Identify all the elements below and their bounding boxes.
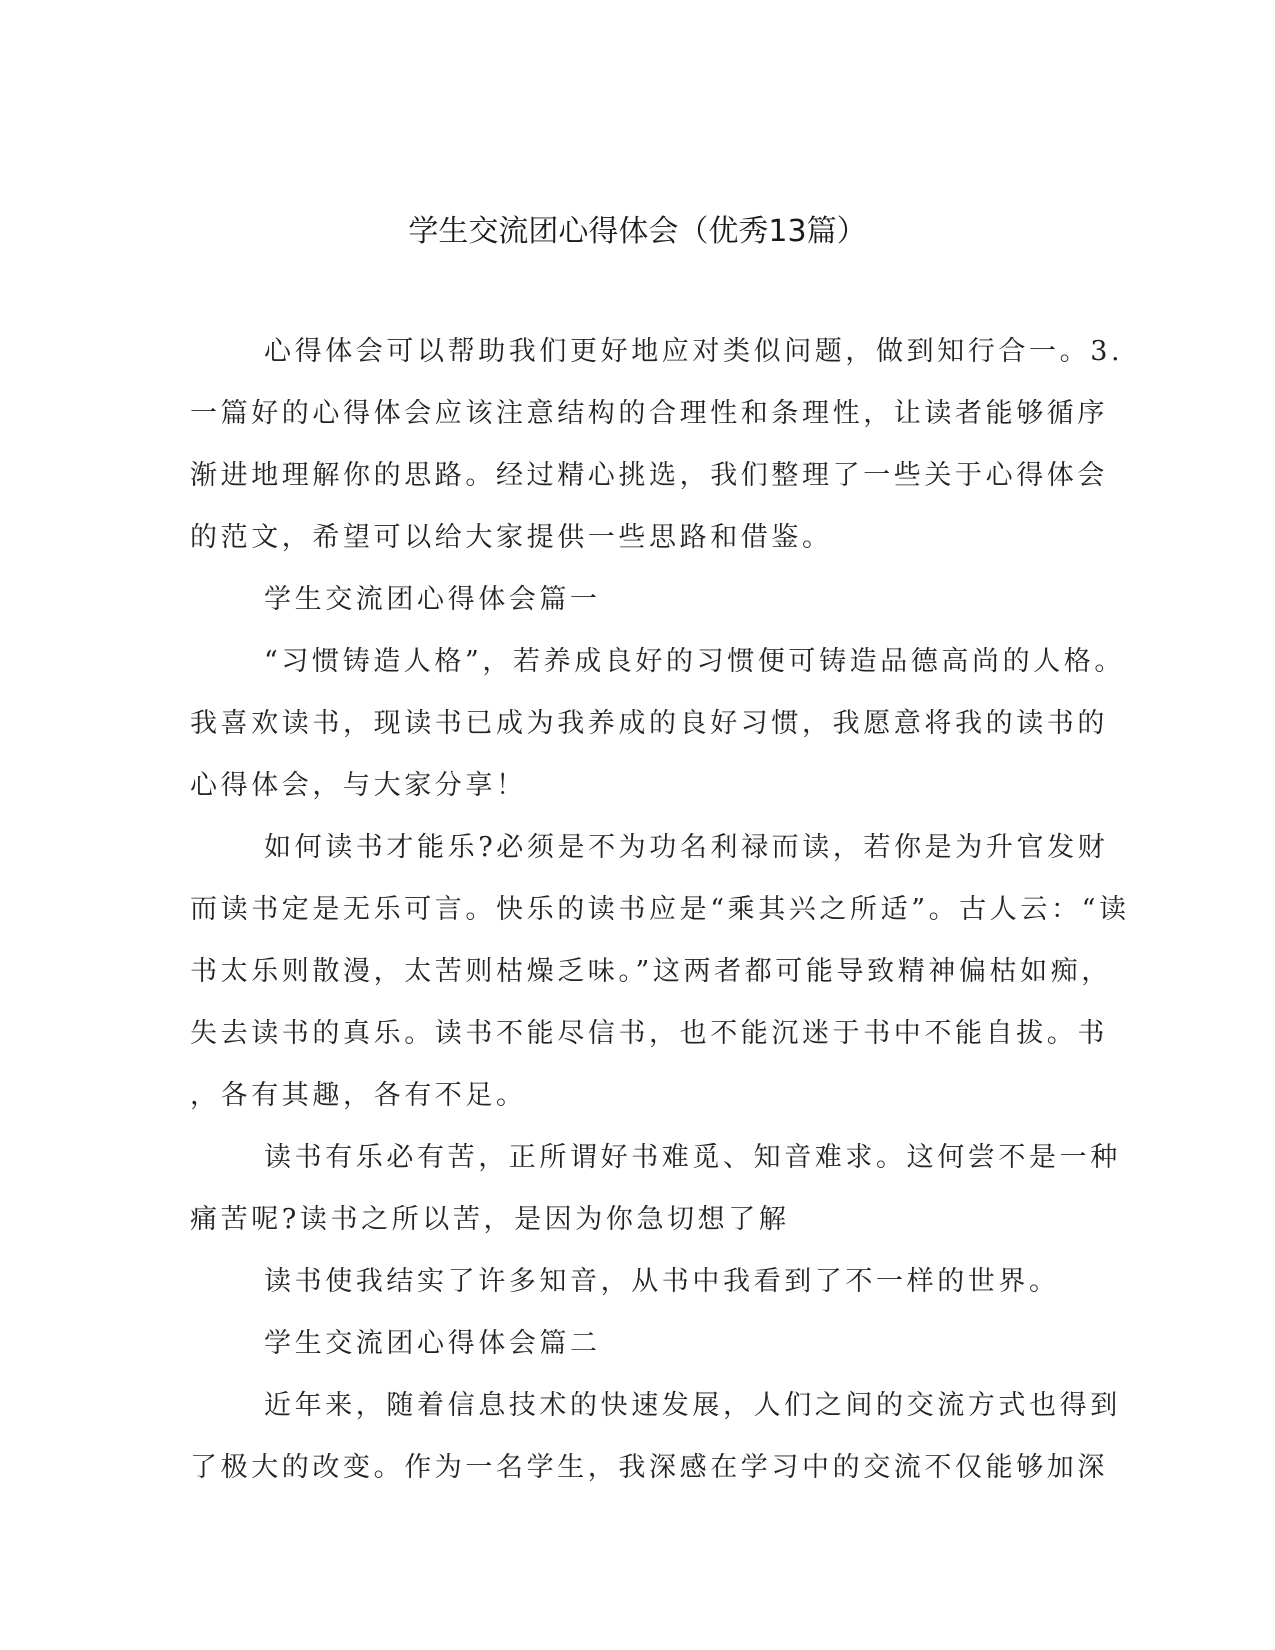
paragraph-line: 书太乐则散漫，太苦则枯燥乏味。”这两者都可能导致精神偏枯如痴，: [190, 956, 1112, 987]
paragraph-line: 如何读书才能乐?必须是不为功名利禄而读，若你是为升官发财: [264, 832, 1109, 863]
paragraph-line: 渐进地理解你的思路。经过精心挑选，我们整理了一些关于心得体会: [190, 460, 1108, 491]
paragraph-line: 失去读书的真乐。读书不能尽信书，也不能沉迷于书中不能自拔。书: [190, 1018, 1108, 1049]
paragraph-line: 我喜欢读书，现读书已成为我养成的良好习惯，我愿意将我的读书的: [190, 708, 1108, 739]
paragraph-line: ，各有其趣，各有不足。: [190, 1080, 527, 1111]
paragraph-line: 而读书定是无乐可言。快乐的读书应是“乘其兴之所适”。古人云：“读: [190, 894, 1130, 925]
paragraph-line: 了极大的改变。作为一名学生，我深感在学习中的交流不仅能够加深: [190, 1452, 1108, 1483]
paragraph-line: 读书有乐必有苦，正所谓好书难觅、知音难求。这何尝不是一种: [264, 1142, 1121, 1173]
paragraph-line: 痛苦呢?读书之所以苦，是因为你急切想了解: [190, 1204, 790, 1235]
paragraph-line: “习惯铸造人格”，若养成良好的习惯便可铸造品德高尚的人格。: [264, 646, 1126, 677]
paragraph-line: 心得体会，与大家分享！: [190, 770, 527, 801]
document-title: 学生交流团心得体会（优秀13篇）: [408, 214, 867, 249]
paragraph-line: 一篇好的心得体会应该注意结构的合理性和条理性，让读者能够循序: [190, 398, 1108, 429]
section-heading-1: 学生交流团心得体会篇一: [264, 584, 601, 615]
paragraph-line: 读书使我结实了许多知音，从书中我看到了不一样的世界。: [264, 1266, 1060, 1297]
paragraph-line: 心得体会可以帮助我们更好地应对类似问题，做到知行合一。3.: [264, 336, 1124, 367]
paragraph-line: 近年来，随着信息技术的快速发展，人们之间的交流方式也得到: [264, 1390, 1121, 1421]
section-heading-2: 学生交流团心得体会篇二: [264, 1328, 601, 1359]
paragraph-line: 的范文，希望可以给大家提供一些思路和借鉴。: [190, 522, 833, 553]
document-body: [190, 330, 1130, 1508]
